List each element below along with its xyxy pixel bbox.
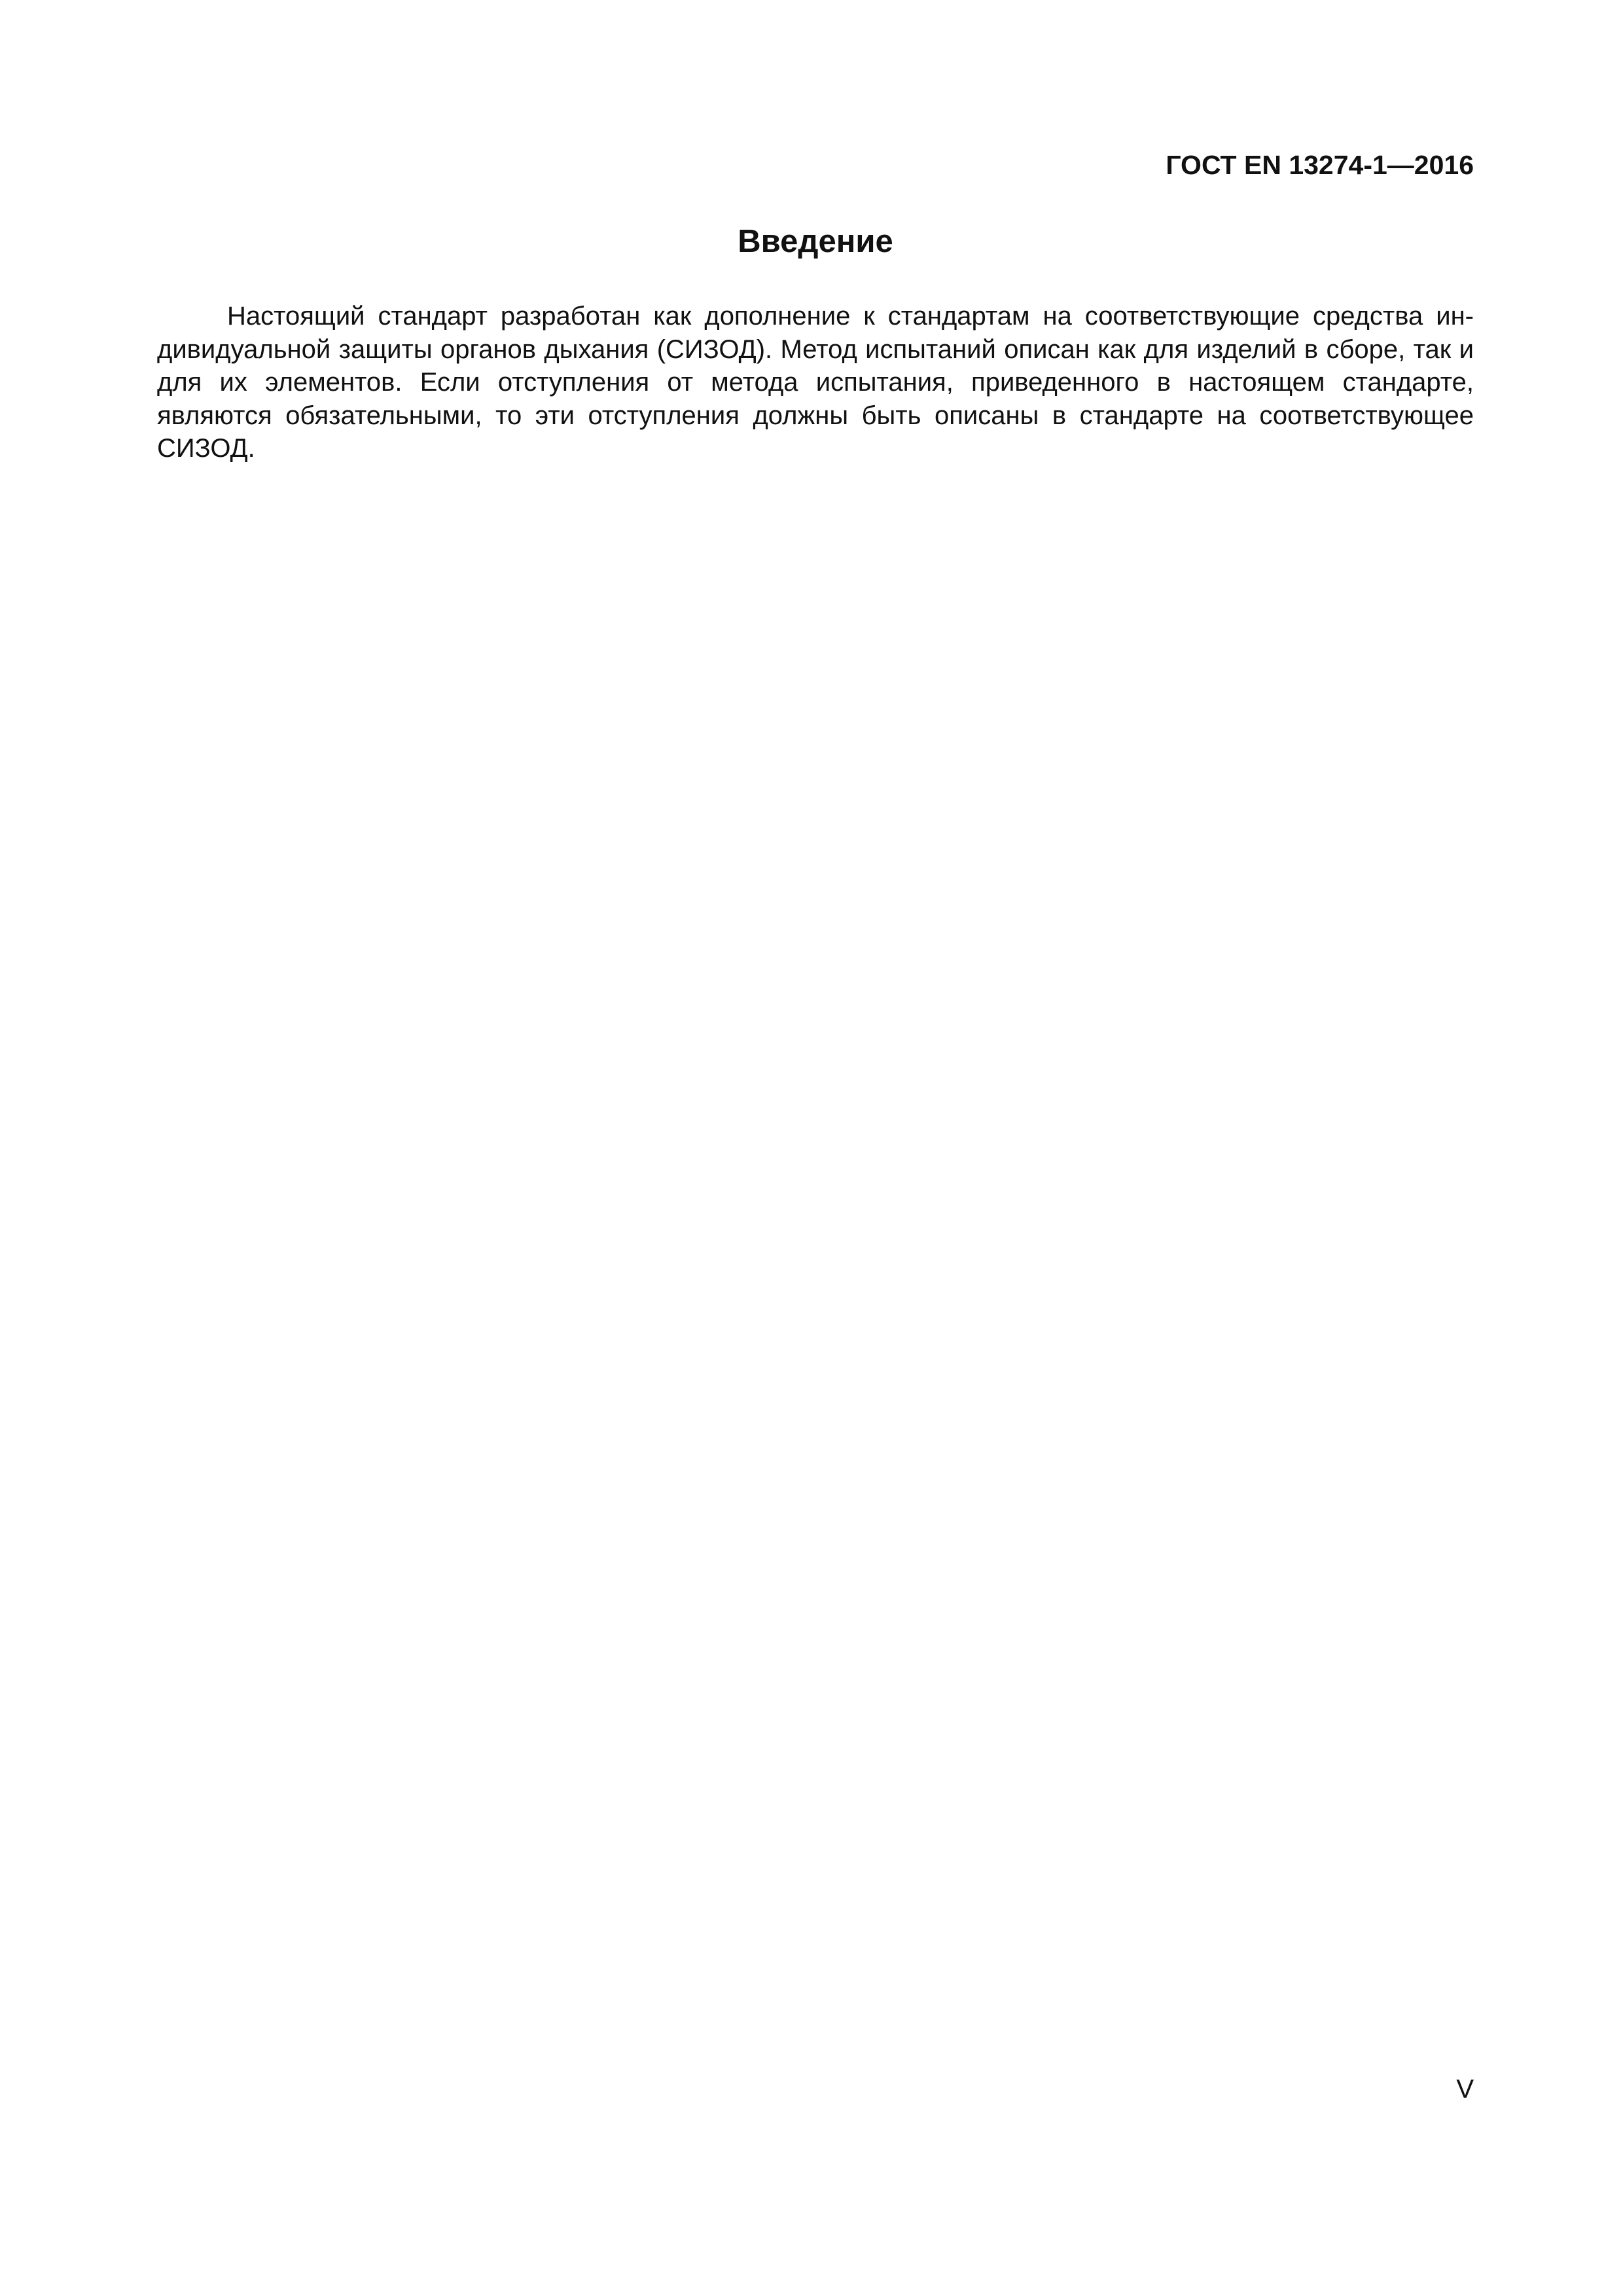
document-code: ГОСТ EN 13274-1—2016 xyxy=(1166,150,1474,180)
section-title: Введение xyxy=(738,224,893,259)
introduction-paragraph: Настоящий стандарт разработан как дополнение к стандартам на соответствующие средства индивидуальной защиты органов дыхания (СИЗОД). Метод испытаний описан как для изделий в сборе, так и для их элементов. Если отступления от метода испытания, приведенного в настоящем стандарте, являются обязательными, то эти отступления должны быть описаны в стандарте на соответствующее СИЗОД. xyxy=(157,302,1474,463)
page-number: V xyxy=(1456,2075,1474,2104)
